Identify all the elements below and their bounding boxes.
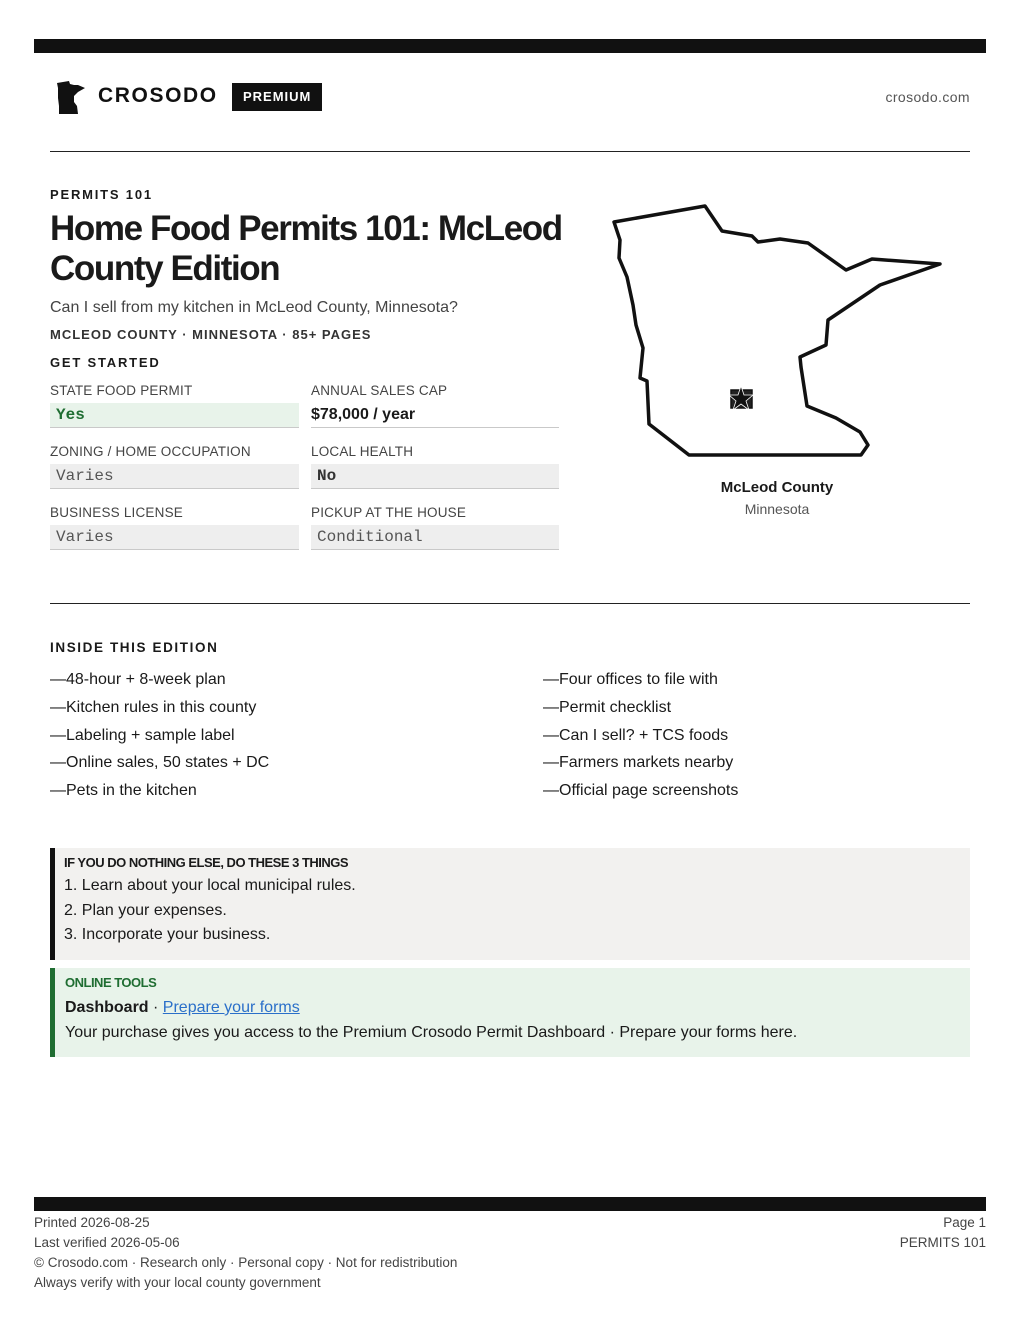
three-things-callout xyxy=(50,848,970,960)
dashboard-description: Your purchase gives you access to the Premium Crosodo Permit Dashboard · Prepare your forms here. xyxy=(65,1024,798,1041)
callout-heading: ONLINE TOOLS xyxy=(65,975,157,990)
fact-value: Varies xyxy=(50,464,299,489)
top-bar xyxy=(34,39,986,53)
toc-right xyxy=(543,666,738,805)
brand-name: CROSODO xyxy=(98,84,218,107)
fact-label: ANNUAL SALES CAP xyxy=(311,383,448,398)
toc-item: —Can I sell? + TCS foods xyxy=(543,726,729,744)
state-map xyxy=(600,195,950,465)
list-item: 1. Learn about your local municipal rules. xyxy=(64,877,356,894)
fact-label: LOCAL HEALTH xyxy=(311,444,414,459)
fact-value: No xyxy=(311,464,559,489)
fact-state-food-permit xyxy=(50,382,299,443)
facts-grid xyxy=(50,382,559,565)
page-header xyxy=(50,78,970,118)
footer-left xyxy=(34,1213,457,1293)
toc-item: —Online sales, 50 states + DC xyxy=(50,754,270,772)
fact-annual-sales-cap xyxy=(311,382,559,443)
list-item: 3. Incorporate your business. xyxy=(64,926,271,943)
fact-business-license xyxy=(50,504,299,565)
footer-bar xyxy=(34,1197,986,1211)
verified-date: Last verified 2026-05-06 xyxy=(34,1235,180,1250)
page-number: Page 1 xyxy=(943,1215,986,1230)
fact-pickup xyxy=(311,504,559,565)
map-state-name: Minnesota xyxy=(744,501,810,517)
toc-item: —Farmers markets nearby xyxy=(543,754,734,772)
separator: · xyxy=(148,999,163,1016)
minnesota-outline xyxy=(614,206,940,455)
footer-section: PERMITS 101 xyxy=(899,1235,986,1250)
prepare-forms-link[interactable]: Prepare your forms xyxy=(162,999,300,1016)
online-tools-callout xyxy=(50,968,970,1057)
fact-label: PICKUP AT THE HOUSE xyxy=(311,505,467,520)
get-started-heading: GET STARTED xyxy=(50,355,161,370)
fact-value: $78,000 / year xyxy=(311,403,559,428)
three-things-list xyxy=(64,874,970,948)
footer-right xyxy=(900,1213,986,1253)
printed-date: Printed 2026-08-25 xyxy=(34,1215,150,1230)
fact-label: BUSINESS LICENSE xyxy=(50,505,183,520)
list-item: 2. Plan your expenses. xyxy=(64,901,227,919)
fact-value: Varies xyxy=(50,525,299,550)
fact-zoning xyxy=(50,443,299,504)
minnesota-state-icon xyxy=(54,80,86,116)
map-county-name: McLeod County xyxy=(720,479,834,496)
section-divider xyxy=(50,603,970,604)
edition-meta: MCLEOD COUNTY · MINNESOTA · 85+ PAGES xyxy=(50,327,372,342)
page-subtitle: Can I sell from my kitchen in McLeod County, Minnesota? xyxy=(50,299,458,316)
dashboard-label: Dashboard xyxy=(65,999,149,1016)
toc-item: —Kitchen rules in this county xyxy=(50,698,257,716)
toc-item: —48-hour + 8-week plan xyxy=(50,671,226,688)
toc-item: —Official page screenshots xyxy=(543,782,739,800)
toc-item: —Permit checklist xyxy=(543,698,672,716)
dashboard-line xyxy=(65,995,970,1020)
header-divider xyxy=(50,151,970,152)
inside-edition-heading: INSIDE THIS EDITION xyxy=(50,640,219,655)
fact-value: Yes xyxy=(50,403,299,428)
toc-item: —Labeling + sample label xyxy=(50,726,235,744)
fact-local-health xyxy=(311,443,559,504)
disclaimer: Always verify with your local county government xyxy=(34,1275,321,1290)
section-kicker: PERMITS 101 xyxy=(50,187,153,202)
toc-item: —Pets in the kitchen xyxy=(50,782,197,800)
copyright: © Crosodo.com · Research only · Personal copy · Not for redistribution xyxy=(34,1255,458,1270)
premium-badge: PREMIUM xyxy=(232,83,322,111)
fact-value: Conditional xyxy=(311,525,559,550)
fact-label: ZONING / HOME OCCUPATION xyxy=(50,444,251,459)
toc-left xyxy=(50,666,269,805)
toc-item: —Four offices to file with xyxy=(543,671,718,688)
site-url[interactable]: crosodo.com xyxy=(885,89,970,105)
fact-label: STATE FOOD PERMIT xyxy=(50,383,193,398)
page-title: Home Food Permits 101: McLeod County Edition xyxy=(50,209,562,288)
callout-heading: IF YOU DO NOTHING ELSE, DO THESE 3 THINGS xyxy=(64,855,349,870)
